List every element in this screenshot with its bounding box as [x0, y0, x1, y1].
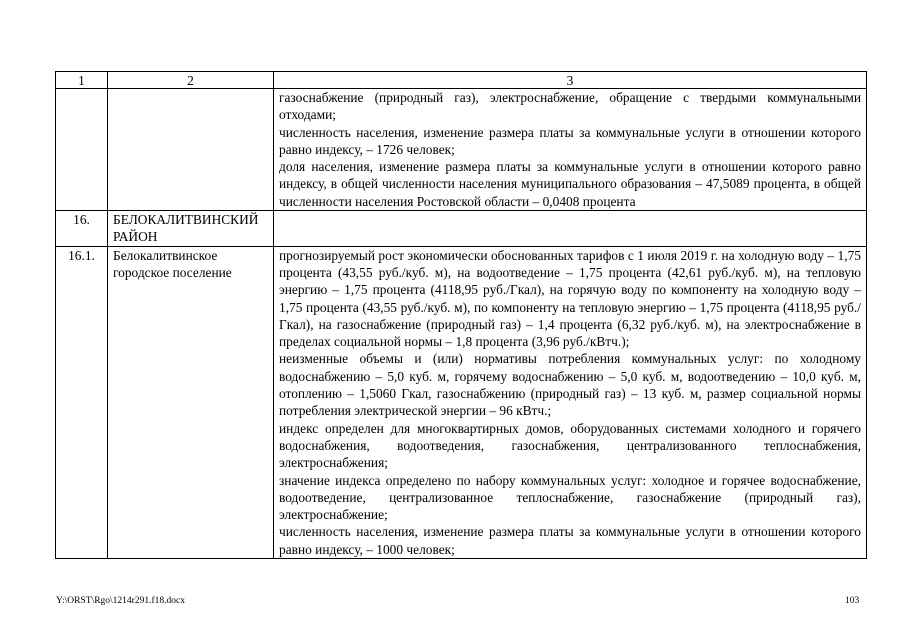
paragraph: прогнозируемый рост экономически обоснованных тарифов с 1 июля 2019 г. на холодную воду – 1,75 процента (43,55 руб./куб. м), на водоотведение – 1,75 процента (42,61 руб./куб. м), на тепловую энергию – 1,75 процента (4118,95 руб./Гкал), на горячую воду по компоненту на холодную воду – 1,75 процента (43,55 руб./куб. м), по компоненту на тепловую энергию – 1,75 процента (4118,95 руб./Гкал), на газоснабжение (природный газ) – 1,4 процента (6,32 руб./куб. м), на электроснабжение в пределах социальной нормы – 1,8 процента (3,96 руб./кВтч.); [279, 247, 861, 350]
row-number: 16. [56, 211, 108, 247]
header-col-2: 2 [108, 72, 274, 89]
row-name: Белокалитвинское городское поселение [108, 246, 274, 558]
table-row [56, 89, 867, 211]
row-number [56, 89, 108, 211]
paragraph: значение индекса определено по набору коммунальных услуг: холодное и горячее водоснабжение, водоотведение, централизованное теплоснабжение, газоснабжение (природный газ), электроснабжение; [279, 472, 861, 523]
row-description [274, 211, 867, 247]
table-header-row [56, 72, 867, 89]
footer-file-path: Y:\ORST\Rgo\1214r291.f18.docx [56, 596, 185, 606]
row-number: 16.1. [56, 246, 108, 558]
paragraph: неизменные объемы и (или) нормативы потребления коммунальных услуг: по холодному водоснабжению – 5,0 куб. м, горячему водоснабжению – 5,0 куб. м, водоотведению – 10,0 куб. м, отоплению – 1,5060 Гкал, газоснабжению (природный газ) – 13 куб. м, размер социальной нормы потребления электрической энергии – 96 кВтч.; [279, 351, 861, 419]
paragraph: газоснабжение (природный газ), электроснабжение, обращение с твердыми коммунальными отходами; [279, 90, 861, 123]
row-name [108, 89, 274, 211]
header-col-3: 3 [274, 72, 867, 89]
paragraph: индекс определен для многоквартирных домов, оборудованных системами холодного и горячего водоснабжения, водоотведения, газоснабжения, централизованного теплоснабжения, электроснабжения; [279, 420, 861, 471]
page-number: 103 [845, 596, 860, 606]
row-description [274, 246, 867, 558]
paragraph: численность населения, изменение размера платы за коммунальные услуги в отношении которого равно индексу, – 1726 человек; [279, 124, 861, 157]
document-table [55, 71, 867, 559]
header-col-1: 1 [56, 72, 108, 89]
paragraph: доля населения, изменение размера платы за коммунальные услуги в отношении которого равно индексу, в общей численности населения муниципального образования – 47,5089 процента, в общей численности населения Ростовской области – 0,0408 процента [279, 159, 861, 209]
table-row-district [56, 211, 867, 247]
table-row [56, 246, 867, 558]
district-name: БЕЛОКАЛИТВИНСКИЙ РАЙОН [108, 211, 274, 247]
paragraph: численность населения, изменение размера платы за коммунальные услуги в отношении которого равно индексу, – 1000 человек; [279, 524, 861, 557]
row-description [274, 89, 867, 211]
